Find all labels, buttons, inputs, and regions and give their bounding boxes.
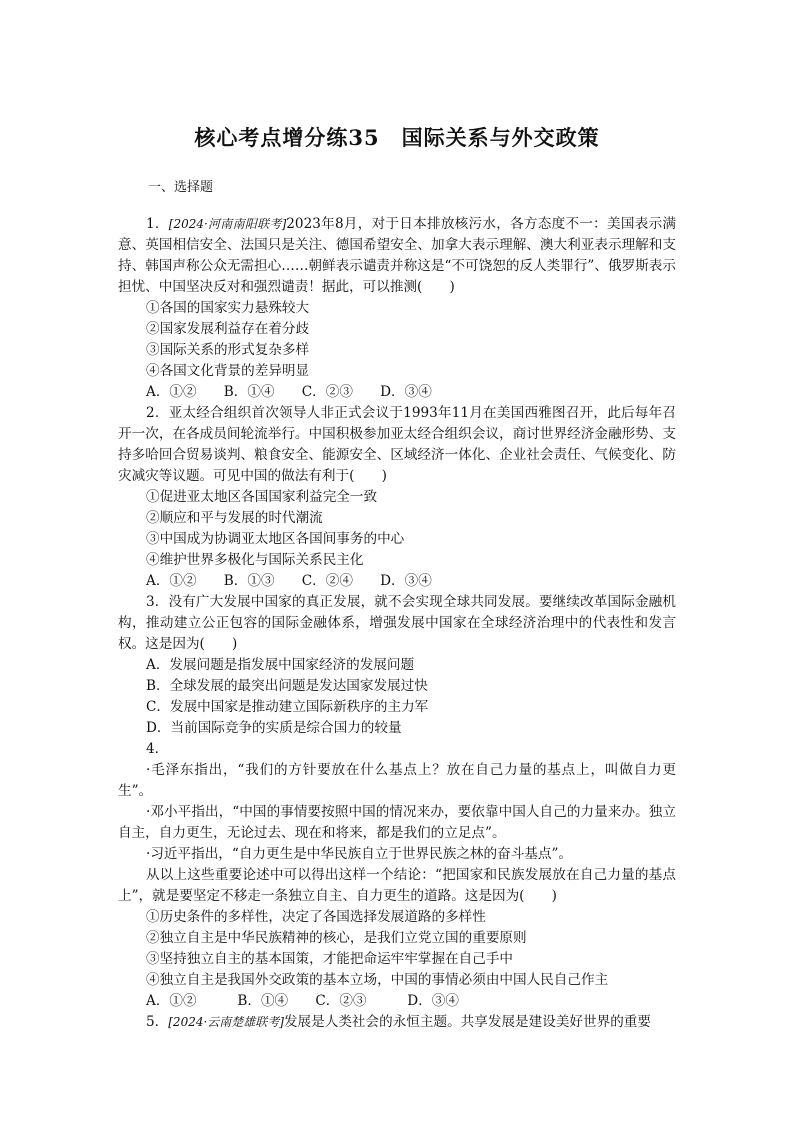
question-4-option: ①历史条件的多样性，决定了各国选择发展道路的多样性: [146, 909, 486, 925]
question-1-text: 2023年8月，对于日本排放核污水，各方态度不一：美国表示满意、英国相信安全、法国只是关注、德国希望安全、加拿大表示理解、澳大利亚表示理解和支持、韩国声称公众无需担心……朝鲜表示谴责并称这是“不可饶恕的反人类罪行”、俄罗斯表示担忧、中国坚决反对和强烈谴责！据此，可以推测( ): [118, 216, 677, 295]
question-4-choices: A．①② B．①④ C．②③ D．③④: [146, 993, 459, 1009]
question-1-option: ①各国的国家实力悬殊较大: [146, 300, 310, 316]
section-heading: 一、选择题: [148, 180, 214, 195]
question-1-stem: [118, 214, 676, 298]
question-1-option: ③国际关系的形式复杂多样: [146, 342, 310, 358]
question-4-quote: ·毛泽东指出，“我们的方针要放在什么基点上？放在自己力量的基点上，叫做自力更生”。: [118, 762, 676, 799]
question-3-option: B．全球发展的最突出问题是发达国家发展过快: [146, 678, 428, 694]
question-2-option: ④维护世界多极化与国际关系民主化: [146, 552, 364, 568]
question-4-option: ④独立自主是我国外交政策的基本立场，中国的事情必须由中国人民自己作主: [146, 972, 609, 988]
question-4-stem: 从以上这些重要论述中可以得出这样一个结论：“把国家和民族发展放在自己力量的基点上”，就是要坚定不移走一条独立自主、自力更生的道路。这是因为( ): [118, 867, 676, 904]
question-3-stem: 3．没有广大发展中国家的真正发展，就不会实现全球共同发展。要继续改革国际金融机构，推动建立公正包容的国际金融体系，增强发展中国家在全球经济治理中的代表性和发言权。这是因为( ): [118, 594, 676, 652]
question-1-option: ④各国文化背景的差异明显: [146, 363, 310, 379]
question-2-choices: A．①② B．①③ C．②④ D．③④: [146, 573, 432, 589]
question-5-text: 发展是人类社会的永恒主题。共享发展是建设美好世界的重要: [283, 1014, 651, 1030]
question-3-option: A．发展问题是指发展中国家经济的发展问题: [146, 657, 415, 673]
question-4-quote: ·邓小平指出，“中国的事情要按照中国的情况来办，要依靠中国人自己的力量来办。独立自主，自力更生，无论过去、现在和将来，都是我们的立足点”。: [118, 804, 676, 841]
question-list: [118, 214, 676, 1033]
question-2-option: ②顺应和平与发展的时代潮流: [146, 510, 323, 526]
question-2-option: ①促进亚太地区各国国家利益完全一致: [146, 489, 378, 505]
question-2-option: ③中国成为协调亚太地区各国间事务的中心: [146, 531, 405, 547]
question-2-stem: 2．亚太经合组织首次领导人非正式会议于1993年11月在美国西雅图召开，此后每年召开一次，在各成员间轮流举行。中国积极参加亚太经合组织会议，商讨世界经济金融形势、支持多哈回合贸易谈判、粮食安全、能源安全、区域经济一体化、企业社会责任、气候变化、防灾减灾等议题。可见中国的做法有利于( ): [118, 405, 676, 484]
question-4-quote: ·习近平指出，“自力更生是中华民族自立于世界民族之林的奋斗基点”。: [146, 846, 573, 862]
question-4-option: ②独立自主是中华民族精神的核心，是我们立党立国的重要原则: [146, 930, 527, 946]
question-3-option: D．当前国际竞争的实质是综合国力的较量: [146, 720, 402, 736]
page-title: 核心考点增分练35 国际关系与外交政策: [194, 125, 600, 150]
question-1-source: [2024·河南南阳联考]: [168, 217, 287, 231]
question-1-option: ②国家发展利益存在着分歧: [146, 321, 310, 337]
question-4-number: 4．: [146, 741, 169, 757]
question-5-stem: [118, 1012, 676, 1033]
question-5-source: [2024·云南楚雄联考]: [168, 1015, 284, 1029]
question-5-number: 5．: [146, 1014, 169, 1030]
question-1-choices: A．①② B．①④ C．②③ D．③④: [146, 384, 432, 400]
question-1-number: 1．: [146, 216, 169, 232]
question-4-option: ③坚持独立自主的基本国策，才能把命运牢牢掌握在自己手中: [146, 951, 514, 967]
question-3-option: C．发展中国家是推动建立国际新秩序的主力军: [146, 699, 429, 715]
